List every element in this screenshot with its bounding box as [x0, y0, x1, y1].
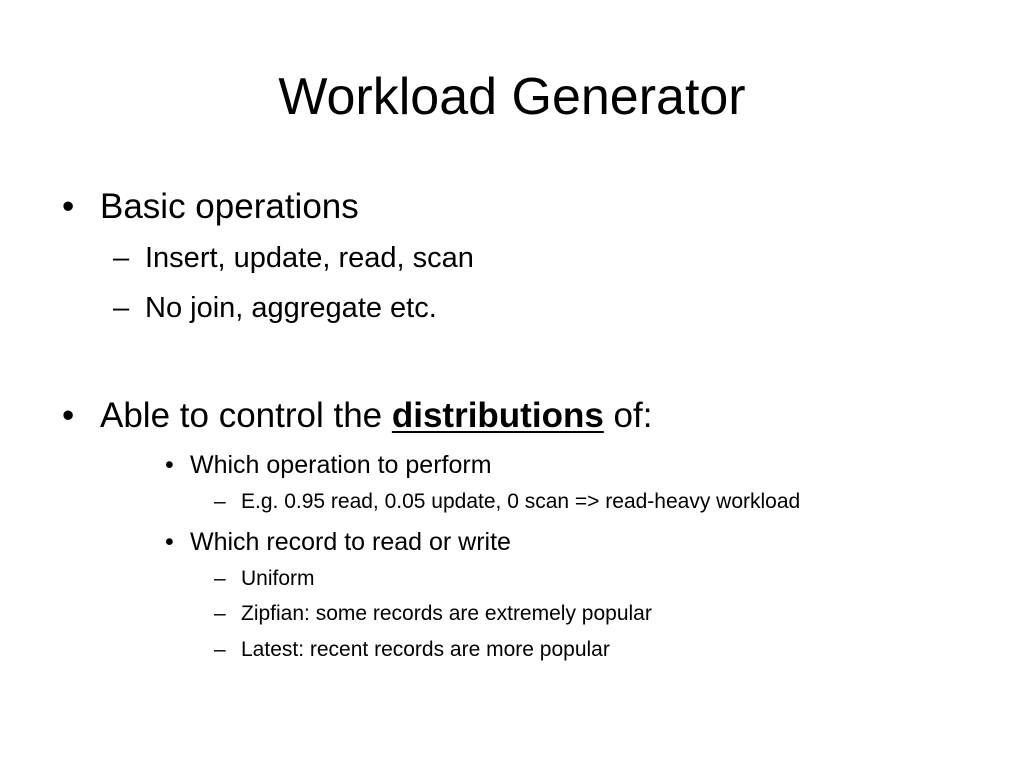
bullet-marker: • [62, 187, 75, 226]
subbullet-no-join: No join, aggregate etc. [145, 292, 437, 324]
subbullet-uniform: Uniform [241, 567, 315, 590]
bullet-basic-operations: Basic operations [100, 187, 359, 226]
bullet-marker: • [165, 451, 174, 479]
dash-marker: – [113, 242, 130, 274]
slide-title: Workload Generator [278, 68, 746, 126]
bullet-marker: • [62, 396, 75, 435]
bullet-marker: • [165, 528, 174, 556]
bullet-control-distributions [100, 396, 652, 436]
dash-marker: – [113, 292, 130, 324]
subbullet-zipfian: Zipfian: some records are extremely popular [241, 602, 652, 625]
dash-marker: – [214, 567, 226, 590]
subbullet-latest: Latest: recent records are more popular [241, 638, 610, 661]
subbullet-which-operation: Which operation to perform [190, 451, 492, 479]
subbullet-which-record: Which record to read or write [190, 528, 511, 556]
bullet-text-after: of: [613, 396, 653, 435]
subbullet-insert-update-read-scan: Insert, update, read, scan [145, 242, 474, 274]
dash-marker: – [214, 638, 226, 661]
dash-marker: – [214, 602, 226, 625]
bullet-text-before: Able to control the [100, 396, 383, 435]
dash-marker: – [214, 490, 226, 513]
emphasized-distributions: distributions [391, 396, 604, 435]
subbullet-example-read-heavy: E.g. 0.95 read, 0.05 update, 0 scan => read-heavy workload [241, 490, 801, 513]
